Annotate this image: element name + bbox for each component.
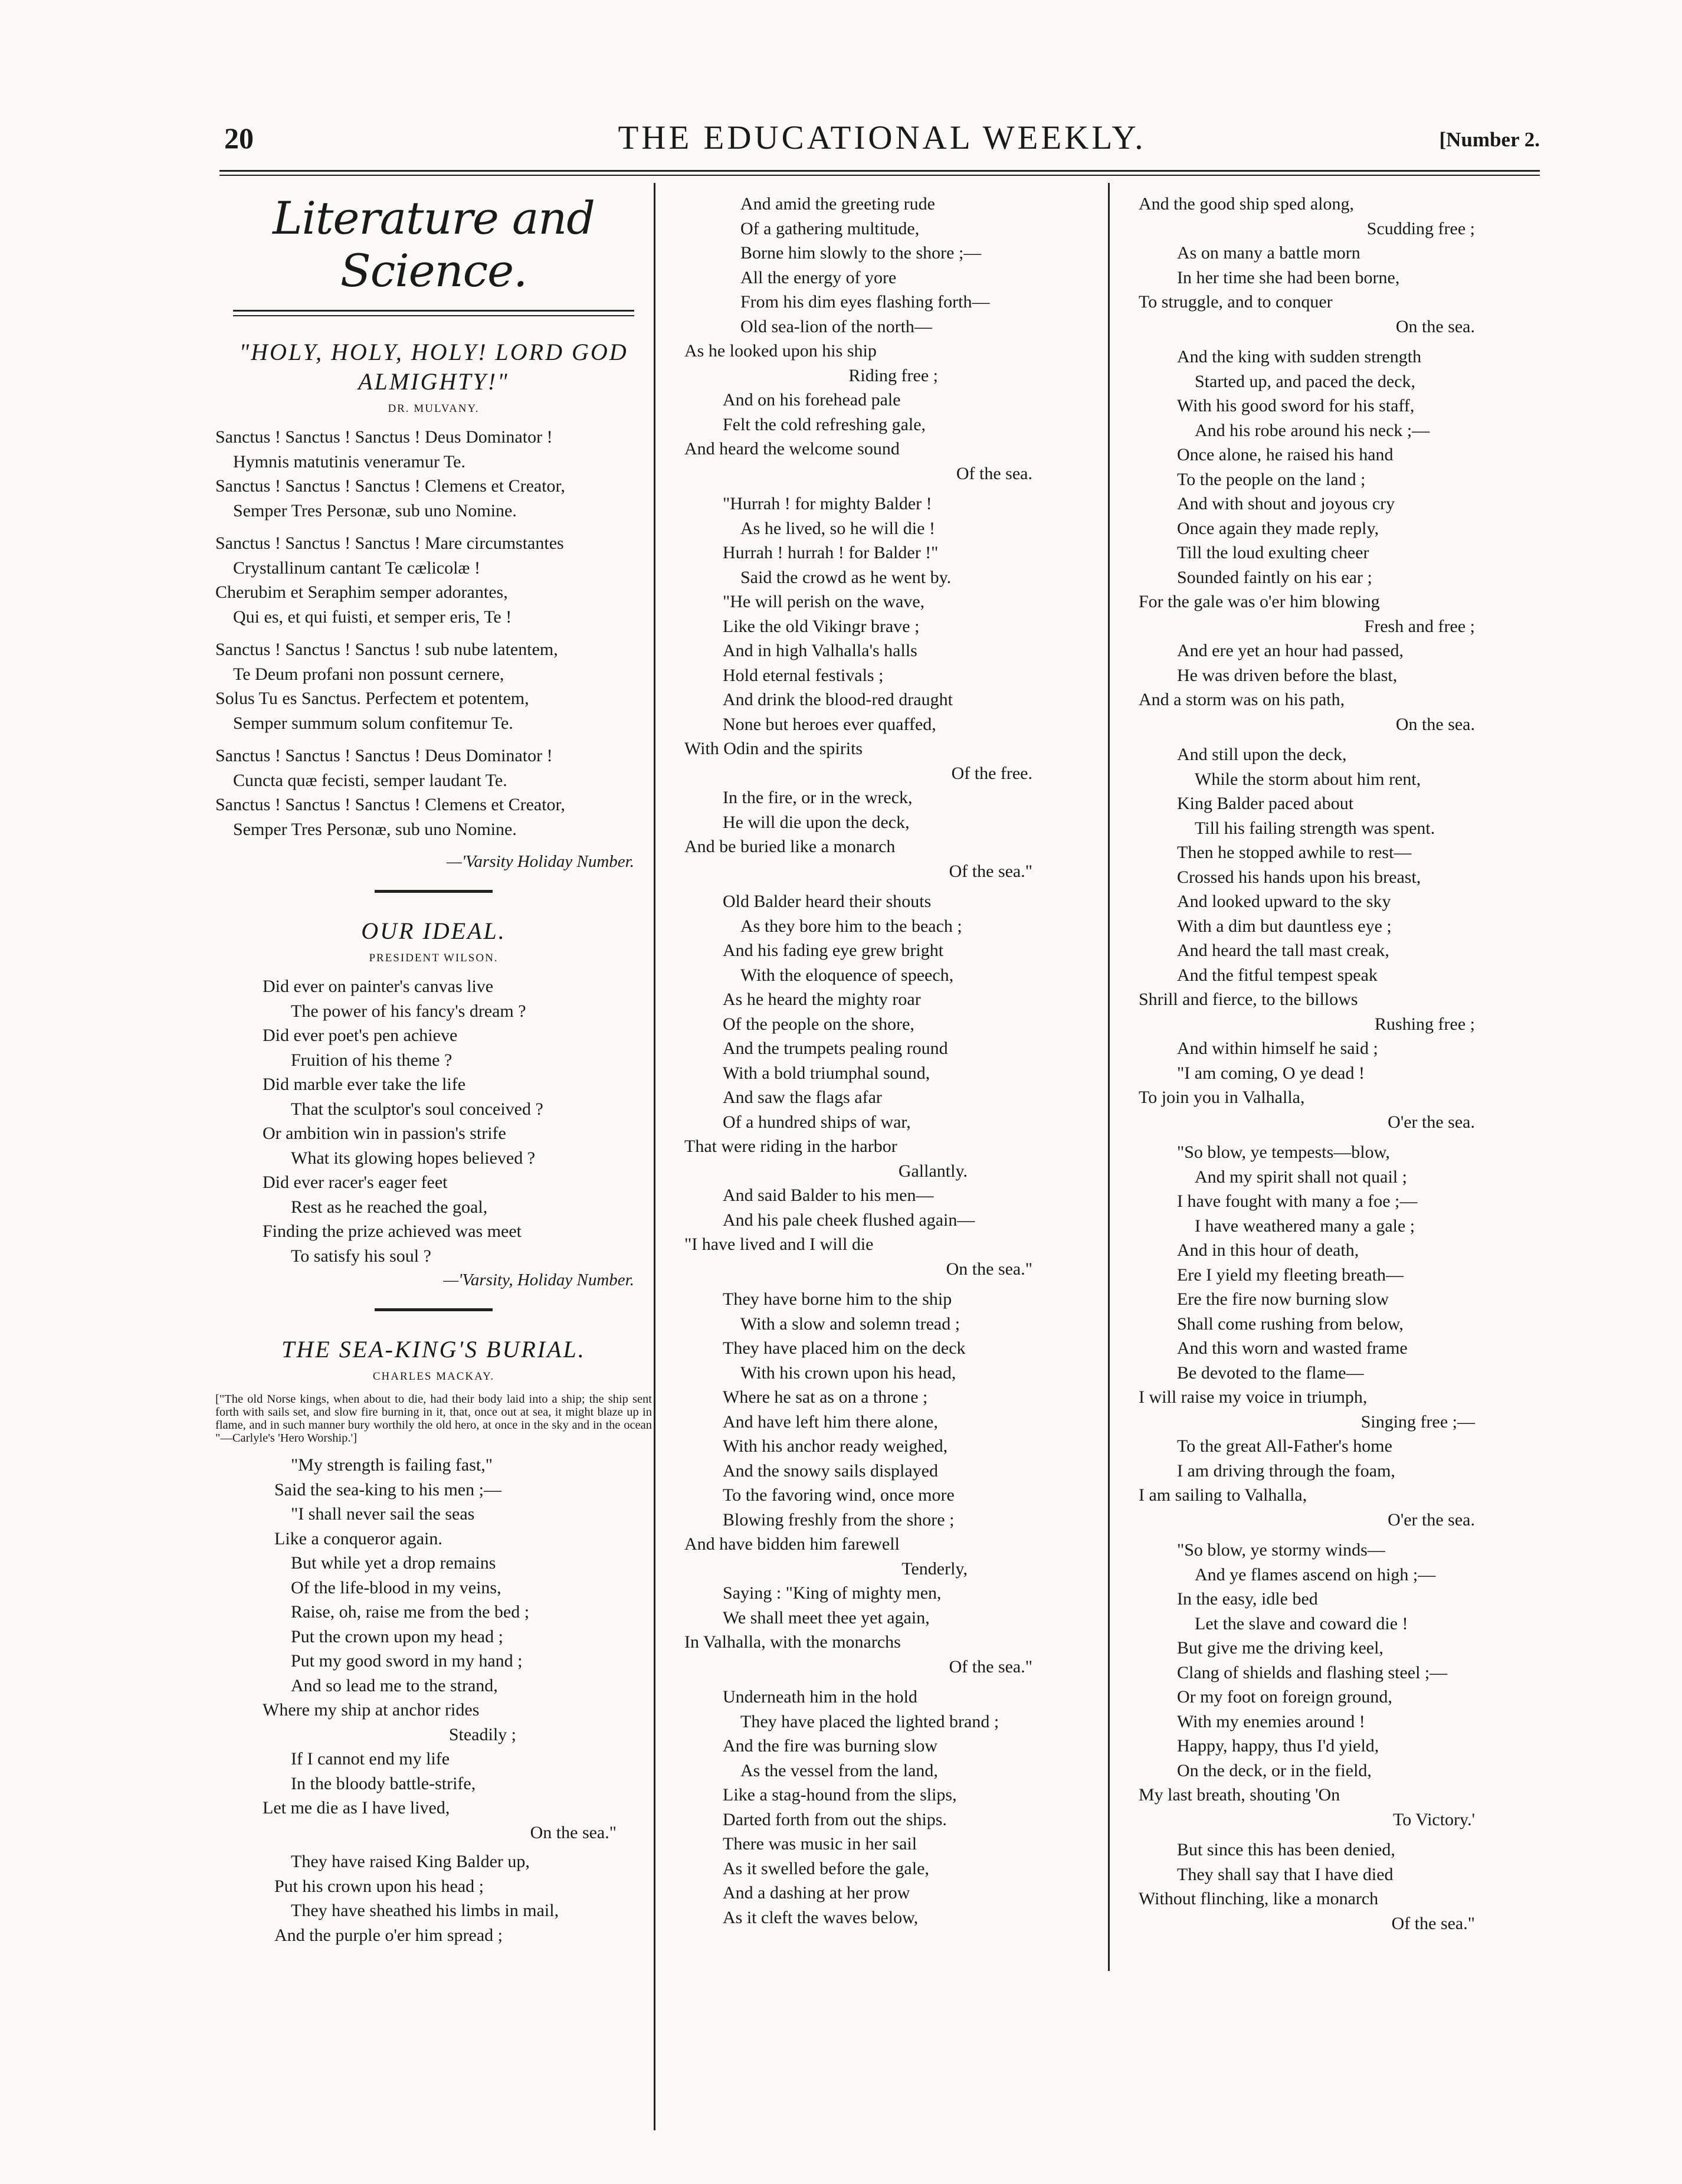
poem-line: Underneath him in the hold — [723, 1687, 917, 1707]
poem-line: And be buried like a monarch — [684, 837, 896, 856]
poem-line: And his pale cheek flushed again— — [723, 1210, 975, 1230]
poem-line: "I am coming, O ye dead ! — [1177, 1063, 1365, 1083]
poem-line: That the sculptor's soul conceived ? — [291, 1099, 543, 1119]
poem-credit-holy: —'Varsity Holiday Number. — [447, 852, 634, 871]
poem-line: Solus Tu es Sanctus. Perfectem et potentem, — [215, 689, 529, 708]
poem-line: Without flinching, like a monarch — [1139, 1889, 1379, 1908]
poem-line: Fresh and free ; — [1364, 616, 1475, 636]
poem-stanza — [215, 744, 652, 841]
poem-line: For the gale was o'er him blowing — [1139, 592, 1380, 611]
poem-line: Te Deum profani non possunt cernere, — [233, 664, 504, 684]
poem-line: And have bidden him farewell — [684, 1534, 900, 1554]
poem-line: But while yet a drop remains — [291, 1553, 496, 1573]
poem-line: In the easy, idle bed — [1177, 1589, 1318, 1609]
poem-line: To the people on the land ; — [1177, 469, 1366, 489]
poem-line: And looked upward to the sky — [1177, 892, 1391, 911]
poem-stanza — [215, 531, 652, 629]
poem-line: Gallantly. — [898, 1161, 968, 1181]
poem-line: Sanctus ! Sanctus ! Sanctus ! Deus Dominator ! — [215, 746, 553, 765]
poem-line: Tenderly, — [901, 1558, 968, 1579]
poem-line: And a dashing at her prow — [723, 1883, 910, 1903]
poem-line: And have left him there alone, — [723, 1412, 938, 1432]
poem-line: What its glowing hopes believed ? — [291, 1148, 536, 1168]
poem-line: I am driving through the foam, — [1177, 1461, 1395, 1481]
poem-line: Shall come rushing from below, — [1177, 1314, 1404, 1334]
poem-line: "He will perish on the wave, — [723, 592, 925, 611]
poem-line: And this worn and wasted frame — [1177, 1338, 1408, 1358]
poem-line: And the snowy sails displayed — [723, 1461, 938, 1481]
poem-line: And the king with sudden strength — [1177, 347, 1422, 366]
poem-line: Of a gathering multitude, — [740, 218, 920, 238]
poem-line: As they bore him to the beach ; — [740, 916, 962, 936]
poem-line: With a bold triumphal sound, — [723, 1063, 930, 1083]
poem-line: Crossed his hands upon his breast, — [1177, 867, 1421, 887]
poem-title-sea-king: THE SEA-KING'S BURIAL. — [281, 1336, 586, 1363]
poem-line: Rushing free ; — [1375, 1014, 1475, 1034]
poem-line: "I shall never sail the seas — [291, 1504, 475, 1524]
poem-line: While the storm about him rent, — [1195, 769, 1421, 789]
poem-line: Till the loud exulting cheer — [1177, 543, 1369, 562]
poem-author-sea-king: CHARLES MACKAY. — [372, 1370, 495, 1383]
poem-line: And ere yet an hour had passed, — [1177, 641, 1404, 660]
poem-line: Where my ship at anchor rides — [263, 1700, 480, 1720]
poem-sea-king-part-1 — [215, 1453, 652, 1947]
poem-line: As it swelled before the gale, — [723, 1858, 929, 1878]
poem-line: And the purple o'er him spread ; — [274, 1925, 503, 1945]
poem-line: They have placed the lighted brand ; — [740, 1711, 999, 1731]
poem-line: Scudding free ; — [1366, 218, 1475, 238]
poem-title-holy: "HOLY, HOLY, HOLY! LORD GOD ALMIGHTY!" — [239, 339, 628, 395]
header-rule — [219, 170, 1540, 176]
poem-line: And drink the blood-red draught — [723, 690, 953, 709]
poem-line: They have raised King Balder up, — [291, 1852, 530, 1871]
section-rule — [233, 310, 634, 316]
poem-line: O'er the sea. — [1388, 1510, 1475, 1530]
poem-line: To the great All-Father's home — [1177, 1436, 1392, 1456]
poem-line: Of the sea." — [949, 861, 1032, 881]
poem-line: Of the sea. — [956, 463, 1032, 483]
poem-line: And with shout and joyous cry — [1177, 494, 1395, 513]
poem-line: Then he stopped awhile to rest— — [1177, 843, 1412, 862]
poem-line: They have placed him on the deck — [723, 1338, 966, 1358]
poem-line: "Hurrah ! for mighty Balder ! — [723, 494, 932, 513]
poem-line: Blowing freshly from the shore ; — [723, 1510, 955, 1530]
poem-line: Did ever poet's pen achieve — [263, 1026, 458, 1045]
poem-line: Cherubim et Seraphim semper adorantes, — [215, 582, 508, 602]
column-divider-2 — [1108, 183, 1110, 1971]
poem-line: Of the free. — [951, 763, 1032, 783]
poem-line: Once again they made reply, — [1177, 518, 1379, 538]
poem-line: Semper summum solum confitemur Te. — [233, 713, 513, 733]
poem-ideal-body — [215, 974, 652, 1268]
poem-title-ideal: OUR IDEAL. — [361, 918, 506, 944]
poem-line: In the bloody battle-strife, — [291, 1773, 476, 1793]
poem-holy-body — [215, 425, 652, 841]
poem-line: Of the people on the shore, — [723, 1014, 914, 1034]
poem-line: My last breath, shouting 'On — [1139, 1785, 1340, 1805]
poem-stanza — [215, 425, 652, 523]
poem-line: Be devoted to the flame— — [1177, 1363, 1364, 1383]
poem-line: Or my foot on foreign ground, — [1177, 1687, 1392, 1707]
column-3 — [1139, 192, 1540, 1936]
poem-line: In the fire, or in the wreck, — [723, 788, 913, 807]
poem-line: Saying : "King of mighty men, — [723, 1583, 942, 1603]
poem-line: "My strength is failing fast," — [291, 1455, 493, 1475]
poem-line: Said the crowd as he went by. — [740, 567, 952, 587]
poem-line: Crystallinum cantant Te cælicolæ ! — [233, 558, 480, 578]
poem-line: Hurrah ! hurrah ! for Balder !" — [723, 543, 939, 562]
poem-line: Sanctus ! Sanctus ! Sanctus ! Deus Dominator ! — [215, 427, 553, 447]
poem-line: Riding free ; — [848, 365, 938, 385]
poem-line: As he looked upon his ship — [684, 341, 877, 361]
poem-line: Sanctus ! Sanctus ! Sanctus ! Mare circumstantes — [215, 533, 564, 553]
separator-rule — [375, 890, 493, 893]
poem-line: As he heard the mighty roar — [723, 990, 921, 1009]
poem-line: Like a stag-hound from the slips, — [723, 1785, 957, 1805]
poem-stanza — [215, 637, 652, 735]
poem-line: I am sailing to Valhalla, — [1139, 1485, 1307, 1505]
poem-line: With a dim but dauntless eye ; — [1177, 916, 1392, 936]
poem-line: I have fought with many a foe ;— — [1177, 1191, 1418, 1211]
poem-line: In her time she had been borne, — [1177, 267, 1400, 287]
poem-line: Of the life-blood in my veins, — [291, 1577, 501, 1597]
poem-line: The power of his fancy's dream ? — [291, 1001, 526, 1021]
poem-line: With his anchor ready weighed, — [723, 1436, 948, 1456]
poem-line: None but heroes ever quaffed, — [723, 714, 936, 734]
poem-line: With my enemies around ! — [1177, 1711, 1365, 1731]
poem-line: "I have lived and I will die — [684, 1235, 874, 1254]
poem-line: All the energy of yore — [740, 267, 897, 287]
poem-line: And a storm was on his path, — [1139, 690, 1345, 709]
poem-line: Did marble ever take the life — [263, 1075, 466, 1094]
poem-line: And so lead me to the strand, — [291, 1675, 498, 1695]
poem-line: Hold eternal festivals ; — [723, 665, 884, 685]
page-header — [224, 121, 1540, 168]
poem-line: Finding the prize achieved was meet — [263, 1222, 522, 1241]
poem-line: O'er the sea. — [1388, 1112, 1475, 1132]
poem-line: To struggle, and to conquer — [1139, 292, 1333, 312]
poem-epigraph: ["The old Norse kings, when about to die, had their body laid into a ship; the ship sent forth with sails set, and slow fire burning in it, that, once out at sea, it might blaze up in flame, and in such manner bury worthily the old hero, at once in the sky and in the ocean "—Carlyle's 'Hero Worship.'] — [215, 1393, 652, 1445]
poem-line: On the sea." — [946, 1259, 1032, 1279]
poem-line: Put the crown upon my head ; — [291, 1626, 503, 1646]
poem-line: And still upon the deck, — [1177, 745, 1347, 764]
poem-line: Where he sat as on a throne ; — [723, 1387, 928, 1407]
poem-line: Once alone, he raised his hand — [1177, 445, 1394, 464]
poem-line: They have sheathed his limbs in mail, — [291, 1901, 559, 1920]
poem-line: And amid the greeting rude — [740, 194, 935, 214]
publication-title: THE EDUCATIONAL WEEKLY. — [618, 119, 1146, 156]
poem-line: Semper Tres Personæ, sub uno Nomine. — [233, 819, 517, 839]
poem-line: And my spirit shall not quail ; — [1195, 1167, 1407, 1187]
poem-line: And the fitful tempest speak — [1177, 965, 1378, 985]
poem-author-holy: DR. MULVANY. — [388, 402, 480, 415]
poem-line: In Valhalla, with the monarchs — [684, 1632, 901, 1652]
poem-line: "So blow, ye tempests—blow, — [1177, 1142, 1390, 1162]
poem-line: Sanctus ! Sanctus ! Sanctus ! sub nube latentem, — [215, 640, 558, 659]
poem-line: And the fire was burning slow — [723, 1736, 938, 1756]
poem-line: On the sea." — [530, 1822, 617, 1842]
poem-line: Started up, and paced the deck, — [1195, 371, 1416, 391]
column-divider-1 — [654, 183, 655, 2130]
poem-line: Rest as he reached the goal, — [291, 1197, 488, 1217]
poem-line: "So blow, ye stormy winds— — [1177, 1540, 1385, 1560]
poem-line: To Victory.' — [1393, 1809, 1475, 1829]
poem-line: As the vessel from the land, — [740, 1760, 938, 1780]
poem-line: And in this hour of death, — [1177, 1240, 1359, 1260]
poem-line: That were riding in the harbor — [684, 1137, 897, 1156]
poem-credit-ideal: —'Varsity, Holiday Number. — [443, 1271, 634, 1289]
poem-line: As he lived, so he will die ! — [740, 518, 935, 538]
poem-line: Sanctus ! Sanctus ! Sanctus ! Clemens et Creator, — [215, 795, 565, 814]
poem-line: If I cannot end my life — [291, 1749, 450, 1769]
poem-line: With a slow and solemn tread ; — [740, 1314, 960, 1334]
poem-line: They have borne him to the ship — [723, 1289, 952, 1309]
poem-line: Old Balder heard their shouts — [723, 892, 932, 911]
poem-line: I have weathered many a gale ; — [1195, 1216, 1415, 1236]
poem-line: As it cleft the waves below, — [723, 1907, 919, 1927]
poem-line: He will die upon the deck, — [723, 812, 910, 832]
poem-line: But since this has been denied, — [1177, 1840, 1395, 1859]
poem-line: Hymnis matutinis veneramur Te. — [233, 451, 465, 471]
poem-line: Felt the cold refreshing gale, — [723, 414, 926, 434]
poem-line: And the trumpets pealing round — [723, 1039, 948, 1058]
page-number: 20 — [224, 122, 254, 155]
poem-line: Shrill and fierce, to the billows — [1139, 990, 1358, 1009]
poem-line: Ere the fire now burning slow — [1177, 1289, 1389, 1309]
poem-line: Of a hundred ships of war, — [723, 1112, 911, 1132]
poem-line: Semper Tres Personæ, sub uno Nomine. — [233, 500, 517, 520]
poem-line: With his crown upon his head, — [740, 1363, 956, 1383]
poem-author-ideal: PRESIDENT WILSON. — [369, 952, 499, 964]
poem-line: On the sea. — [1395, 714, 1475, 734]
poem-line: To join you in Valhalla, — [1139, 1088, 1305, 1107]
poem-line: But give me the driving keel, — [1177, 1638, 1383, 1658]
poem-line: And within himself he said ; — [1177, 1039, 1378, 1058]
poem-line: They shall say that I have died — [1177, 1864, 1394, 1884]
poem-line: To satisfy his soul ? — [291, 1246, 431, 1266]
poem-line: Let me die as I have lived, — [263, 1798, 450, 1818]
poem-line: Of the sea." — [949, 1656, 1032, 1677]
poem-line: Ere I yield my fleeting breath— — [1177, 1265, 1404, 1285]
poem-line: And said Balder to his men— — [723, 1186, 934, 1205]
poem-line: And ye flames ascend on high ;— — [1195, 1564, 1436, 1584]
poem-line: Qui es, et qui fuisti, et semper eris, Te ! — [233, 607, 512, 627]
poem-line: Raise, oh, raise me from the bed ; — [291, 1602, 530, 1622]
poem-line: Or ambition win in passion's strife — [263, 1124, 506, 1143]
poem-line: On the sea. — [1395, 316, 1475, 336]
poem-line: Like a conqueror again. — [274, 1528, 442, 1548]
poem-line: Sanctus ! Sanctus ! Sanctus ! Clemens et Creator, — [215, 476, 565, 496]
poem-line: And his robe around his neck ;— — [1195, 420, 1430, 440]
poem-line: As on many a battle morn — [1177, 243, 1360, 263]
poem-line: Sounded faintly on his ear ; — [1177, 567, 1372, 587]
poem-line: Clang of shields and flashing steel ;— — [1177, 1662, 1448, 1682]
poem-line: With the eloquence of speech, — [740, 965, 954, 985]
poem-line: Of the sea." — [1391, 1913, 1475, 1933]
poem-line: King Balder paced about — [1177, 794, 1354, 813]
column-1 — [215, 192, 652, 1947]
poem-line: We shall meet thee yet again, — [723, 1607, 930, 1628]
poem-line: Put his crown upon his head ; — [274, 1876, 484, 1896]
poem-line: On the deck, or in the field, — [1177, 1760, 1372, 1780]
poem-line: And in high Valhalla's halls — [723, 641, 917, 660]
poem-line: Fruition of his theme ? — [291, 1050, 453, 1070]
column-2 — [684, 192, 1086, 1930]
separator-rule — [375, 1308, 493, 1311]
poem-line: From his dim eyes flashing forth— — [740, 292, 990, 312]
poem-line: Like the old Vikingr brave ; — [723, 616, 920, 636]
poem-line: To the favoring wind, once more — [723, 1485, 955, 1505]
poem-line: There was music in her sail — [723, 1834, 917, 1854]
poem-line: He was driven before the blast, — [1177, 665, 1398, 685]
poem-line: And his fading eye grew bright — [723, 941, 944, 960]
poem-line: Steadily ; — [448, 1724, 516, 1744]
poem-line: Did ever racer's eager feet — [263, 1173, 448, 1192]
poem-line: Old sea-lion of the north— — [740, 316, 932, 336]
poem-line: And heard the tall mast creak, — [1177, 941, 1389, 960]
poem-line: Said the sea-king to his men ;— — [274, 1479, 501, 1499]
poem-line: Cuncta quæ fecisti, semper laudant Te. — [233, 770, 507, 790]
poem-line: I will raise my voice in triumph, — [1139, 1387, 1368, 1407]
issue-number: [Number 2. — [1439, 128, 1540, 151]
poem-line: Borne him slowly to the shore ;— — [740, 243, 982, 263]
poem-line: With his good sword for his staff, — [1177, 396, 1415, 415]
poem-line: Did ever on painter's canvas live — [263, 977, 494, 996]
poem-line: And heard the welcome sound — [684, 439, 900, 459]
poem-line: Put my good sword in my hand ; — [291, 1651, 523, 1671]
poem-line: Happy, happy, thus I'd yield, — [1177, 1736, 1379, 1756]
poem-line: And the good ship sped along, — [1139, 194, 1354, 214]
poem-line: And saw the flags afar — [723, 1088, 882, 1107]
poem-line: With Odin and the spirits — [684, 739, 863, 758]
poem-line: Singing free ;— — [1360, 1412, 1475, 1432]
poem-line: And on his forehead pale — [723, 390, 901, 410]
poem-line: Till his failing strength was spent. — [1195, 818, 1435, 838]
poem-line: Let the slave and coward die ! — [1195, 1613, 1408, 1633]
section-title: Literature and Science. — [273, 192, 595, 297]
poem-line: Darted forth from out the ships. — [723, 1809, 947, 1829]
